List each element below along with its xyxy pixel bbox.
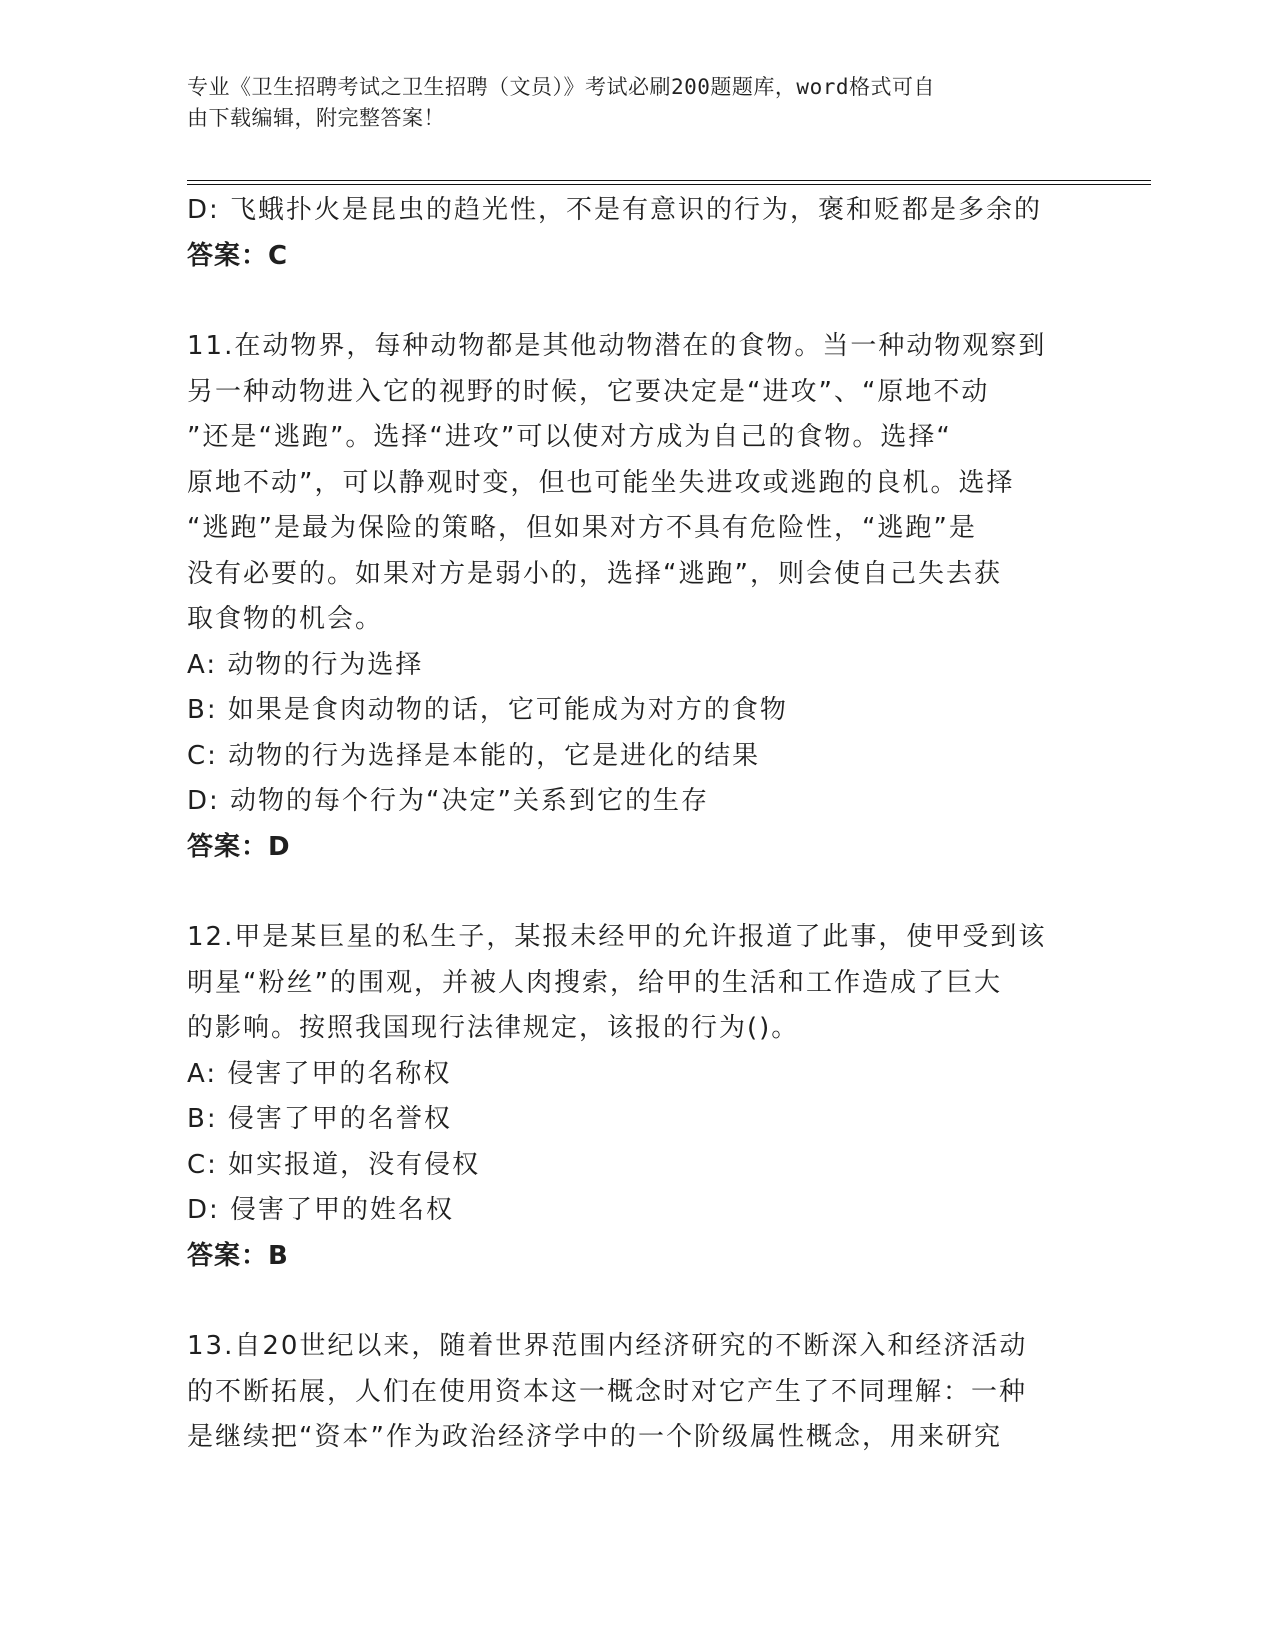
answer-line: 答案：D [187, 831, 291, 862]
spacer [187, 870, 1077, 915]
option-c: C: 动物的行为选择是本能的，它是进化的结果 [187, 740, 761, 771]
option-d: D: 飞蛾扑火是昆虫的趋光性，不是有意识的行为，褒和贬都是多余的 [187, 195, 1043, 225]
option-a: A: 侵害了甲的名称权 [187, 1058, 452, 1089]
option-d: D: 动物的每个行为“决定”关系到它的生存 [187, 786, 709, 816]
answer-line: 答案：B [187, 1240, 289, 1271]
question-11 [187, 324, 1077, 870]
document-header [187, 72, 1067, 134]
question-stem-line: 13.自20世纪以来，随着世界范围内经济研究的不断深入和经济活动 [187, 1331, 1028, 1361]
option-d: D: 侵害了甲的姓名权 [187, 1195, 455, 1225]
question-stem-line: “逃跑”是最为保险的策略，但如果对方不具有危险性，“逃跑”是 [187, 513, 977, 543]
question-stem-line: 原地不动”，可以静观时变，但也可能坐失进攻或逃跑的良机。选择 [187, 467, 1015, 498]
question-stem-line: 取食物的机会。 [187, 604, 384, 634]
header-title-line-1: 专业《卫生招聘考试之卫生招聘（文员）》考试必刷200题题库，word格式可自 [187, 75, 935, 99]
spacer [187, 1279, 1077, 1324]
document-body [187, 188, 1077, 1461]
question-stem-line: 12.甲是某巨星的私生子，某报未经甲的允许报道了此事，使甲受到该 [187, 922, 1047, 952]
question-stem-line: 是继续把“资本”作为政治经济学中的一个阶级属性概念，用来研究 [187, 1422, 1002, 1452]
previous-question-tail [187, 188, 1077, 279]
question-stem-line: ”还是“逃跑”。选择“进攻”可以使对方成为自己的食物。选择“ [187, 422, 952, 452]
question-13 [187, 1324, 1077, 1461]
question-stem-line: 的不断拓展，人们在使用资本这一概念时对它产生了不同理解：一种 [187, 1376, 1028, 1407]
option-b: B: 如果是食肉动物的话，它可能成为对方的食物 [187, 695, 788, 725]
spacer [187, 279, 1077, 324]
question-stem-line: 11.在动物界，每种动物都是其他动物潜在的食物。当一种动物观察到 [187, 331, 1047, 361]
header-divider-bottom [187, 184, 1151, 185]
question-stem-line: 没有必要的。如果对方是弱小的，选择“逃跑”，则会使自己失去获 [187, 558, 1002, 589]
option-c: C: 如实报道，没有侵权 [187, 1149, 481, 1180]
option-b: B: 侵害了甲的名誉权 [187, 1104, 452, 1134]
answer-line: 答案：C [187, 240, 289, 271]
header-title-line-2: 由下载编辑，附完整答案！ [187, 106, 445, 130]
question-12 [187, 915, 1077, 1279]
question-stem-line: 的影响。按照我国现行法律规定，该报的行为()。 [187, 1013, 800, 1043]
option-a: A: 动物的行为选择 [187, 649, 424, 680]
question-stem-line: 明星“粉丝”的围观，并被人肉搜索，给甲的生活和工作造成了巨大 [187, 967, 1002, 998]
header-divider-top [187, 180, 1151, 181]
question-stem-line: 另一种动物进入它的视野的时候，它要决定是“进攻”、“原地不动 [187, 376, 990, 407]
